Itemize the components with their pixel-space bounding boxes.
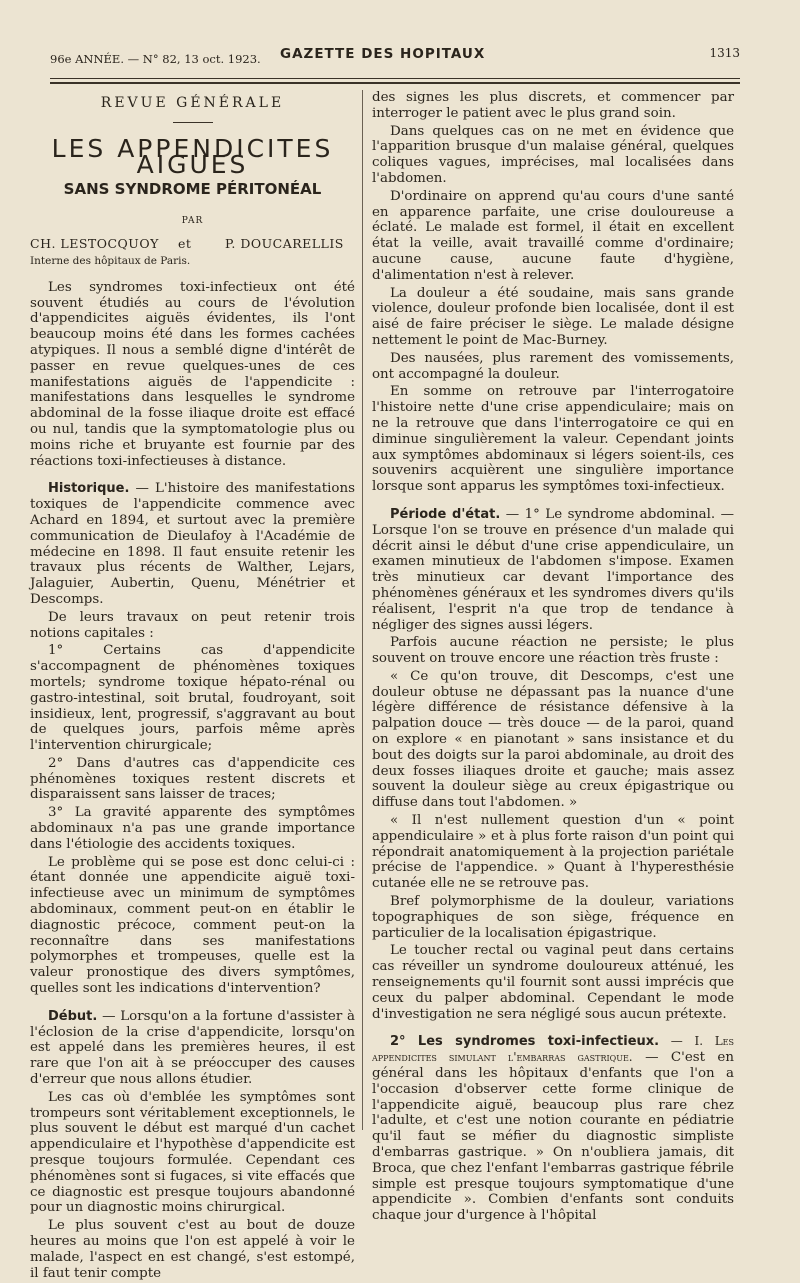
paragraph: « Ce qu'on trouve, dit Descomps, c'est une douleur obtuse ne dépassant pas la nuance d'une légère différence de résistance défensive à la palpation douce — très douce — de la paroi, quand on explore « en pianotant » sans insistance et du bout des doigts sur la paroi abdominale, au droit des deux fosses iliaques droite et gauche; mais assez souvent la douleur siège au creux épigastrique ou diffuse dans tout l'abdomen. » — [372, 668, 734, 811]
paragraph-periode — [372, 507, 734, 633]
right-column — [372, 90, 734, 1226]
header-rule-thin — [50, 78, 740, 79]
paragraph: Dans quelques cas on ne met en évidence que l'apparition brusque d'un malaise général, quelques coliques vagues, imprécises, mal localisées dans l'abdomen. — [372, 123, 734, 186]
paragraph: En somme on retrouve par l'interrogatoire l'histoire nette d'une crise appendiculaire; mais on ne la retrouve que dans l'interrogatoire ce qui en diminue singulièrement la valeur. Cependant joints aux symptômes abdominaux si légers soient-ils, ces souvenirs acquièrent une singulière importance lorsque sont apparus les symptômes toxi-infectieux. — [372, 384, 734, 495]
periode-text: — 1° Le syndrome abdominal. — Lorsque l'on se trouve en présence d'un malade qui décrit ainsi le début d'une crise appendiculaire, un examen minutieux de l'abdomen s'impose. Examen très minutieux car devant l'importance des phénomènes généraux et les syndromes divers qu'ils réalisent, l'esprit n'a que trop de tendance à négliger des signes aussi légers. — [372, 506, 734, 633]
paragraph-historique — [30, 481, 355, 607]
paragraph: De leurs travaux on peut retenir trois notions capitales : — [30, 609, 355, 641]
paragraph: Bref polymorphisme de la douleur, variations topographiques de son siège, fréquence en particulier de la localisation épigastrique. — [372, 894, 734, 941]
paragraph: Parfois aucune réaction ne persiste; le plus souvent on trouve encore une réaction très fruste : — [372, 635, 734, 667]
author-affiliation: Interne des hôpitaux de Paris. — [30, 254, 191, 267]
heading-periode: Période d'état. — [390, 506, 501, 522]
paragraph: des signes les plus discrets, et commencer par interroger le patient avec le plus grand soin. — [372, 90, 734, 121]
paragraph-debut — [30, 1009, 355, 1088]
by-label: PAR — [181, 216, 204, 227]
paragraph: Les cas où d'emblée les symptômes sont trompeurs sont véritablement exceptionnels, le plus souvent le début est marqué d'un cachet appendiculaire et l'hypothèse d'appendicite est presque toujours formulée. Cependant ces phénomènes sont si fugaces, si vite effacés que ce diagnostic est presque toujours abandonné pour un diagnostic moins chirurgical. — [30, 1089, 355, 1216]
section-title: REVUE GÉNÉRALE — [100, 95, 285, 111]
authors-line — [30, 236, 355, 254]
paragraph: La douleur a été soudaine, mais sans grande violence, douleur profonde bien localisée, dont il est aisé de faire préciser le siège. Le malade désigne nettement le point de Mac-Burney. — [372, 285, 734, 348]
paragraph: D'ordinaire on apprend qu'au cours d'une santé en apparence parfaite, une crise douloureuse a éclaté. Le malade est formel, il était en excellent état la veille, avait travaillé comme d'ordinaire; aucune cause, aucune faute d'hygiène, d'alimentation n'est à relever. — [372, 188, 734, 283]
paragraph: Les syndromes toxi-infectieux ont été souvent étudiés au cours de l'évolution d'appendicites aiguës évidentes, ils l'ont beaucoup moins été dans les formes cachées atypiques. Il nous a semblé digne d'intérêt de passer en revue quelques-unes de ces manifestations aiguës de l'appendicite : manifestations dans lesquelles le syndrome abdominal de la fosse iliaque droite est effacé ou nul, tandis que la symptomatologie plus ou moins riche et bruyante est fournie par des réactions toxi-infectieuses à distance. — [30, 279, 355, 469]
issue-info: 96e ANNÉE. — N° 82, 13 oct. 1923. — [50, 52, 261, 66]
paragraph: 2° Dans d'autres cas d'appendicite ces phénomènes toxiques restent discrets et disparaissent sans laisser de traces; — [30, 755, 355, 803]
author-1: CH. LESTOCQUOY — [30, 235, 159, 251]
authors-conjunction: et — [178, 235, 192, 251]
paragraph: 3° La gravité apparente des symptômes abdominaux n'a pas une grande importance dans l'étiologie des accidents toxiques. — [30, 805, 355, 852]
paragraph: Des nausées, plus rarement des vomissements, ont accompagné la douleur. — [372, 350, 734, 382]
debut-text: — Lorsqu'on a la fortune d'assister à l'éclosion de la crise d'appendicite, lorsqu'on est appelé dans les premières heures, il est rare que l'on ait à se préoccuper des causes d'erreur que nous allons étudier. — [30, 1008, 355, 1088]
column-divider — [362, 90, 363, 1130]
article-subtitle: SANS SYNDROME PÉRITONÉAL — [63, 180, 322, 199]
historique-text: — L'histoire des manifestations toxiques de l'appendicite commence avec Achard en 1894, et surtout avec la première communication de Dieulafoy à l'Académie de médecine en 1898. Il faut ensuite retenir les travaux plus récents de Walther, Lejars, Jalaguier, Aubertin, Quenu, Ménétrier et Descomps. — [30, 481, 355, 607]
header-rule-thick — [50, 82, 740, 84]
page-header — [50, 46, 740, 70]
article-title: LES APPENDICITES AIGUES — [51, 133, 334, 179]
author-2: P. DOUCARELLIS — [225, 235, 344, 251]
journal-title: GAZETTE DES HOPITAUX — [280, 46, 486, 62]
paragraph: « Il n'est nullement question d'un « point appendiculaire » et à plus forte raison d'un point qui répondrait anatomiquement à la projection pariétale précise de l'appendice. » Quant à l'hyperesthésie cutanée elle ne se retrouve pas. — [372, 813, 734, 892]
subheading-embarras: — I. Les appendicites simulant l'embarras gastrique. — [372, 1034, 734, 1065]
toxi-text: — C'est en général dans les hôpitaux d'enfants que l'on a l'occasion d'observer cette forme clinique de l'appendicite aiguë, beaucoup plus rare chez l'adulte, et c'est une notion courante en pédiatrie qu'il faut se méfier du diagnostic simpliste d'embarras gastrique. » On n'oubliera jamais, dit Broca, que chez l'enfant l'embarras gastrique fébrile simple est presque toujours symptomatique d'une appendicite ». Combien d'enfants sont conduits chaque jour d'urgence à l'hôpital — [372, 1050, 734, 1224]
paragraph: Le toucher rectal ou vaginal peut dans certains cas réveiller un syndrome douloureux atténué, les renseignements qu'il fournit sont aussi imprécis que ceux du palper abdominal. Cependant le mode d'investigation ne sera négligé sous aucun prétexte. — [372, 943, 734, 1022]
paragraph-toxi — [372, 1034, 734, 1224]
paragraph: Le problème qui se pose est donc celui-ci : étant donnée une appendicite aiguë toxi-infectieuse avec un minimum de symptômes abdominaux, comment peut-on en établir le diagnostic précoce, comment peut-on la reconnaître dans ses manifestations polymorphes et trompeuses, quelle est la valeur pronostique des divers symptômes, quelles sont les indications d'intervention? — [30, 854, 355, 997]
left-column — [30, 90, 355, 1283]
heading-debut: Début. — [48, 1008, 98, 1024]
heading-toxi: 2° Les syndromes toxi-infectieux. — [390, 1034, 660, 1050]
paragraph: Le plus souvent c'est au bout de douze heures au moins que l'on est appelé à voir le malade, l'aspect en est changé, s'est estompé, il faut tenir compte — [30, 1218, 355, 1281]
heading-historique: Historique. — [48, 481, 130, 497]
paragraph: 1° Certains cas d'appendicite s'accompagnent de phénomènes toxiques mortels; syndrome toxique hépato-rénal ou gastro-intestinal, soit brutal, foudroyant, soit insidieux, lent, progressif, s'aggravant au bout de quelques jours, parfois même après l'intervention chirurgicale; — [30, 643, 355, 754]
page-number: 1313 — [709, 46, 740, 60]
title-divider — [173, 122, 213, 123]
